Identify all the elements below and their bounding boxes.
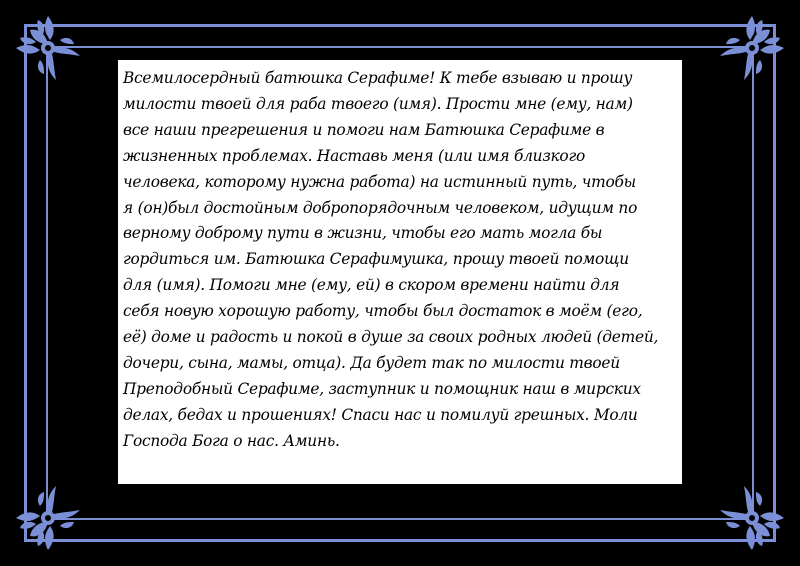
prayer-line: её) доме и радость и покой в душе за своих родных людей (детей, <box>123 328 659 347</box>
acanthus-corner-icon <box>10 480 86 556</box>
prayer-text <box>123 66 678 455</box>
prayer-line: все наши прегрешения и помоги нам Батюшка Серафиме в <box>123 120 605 139</box>
prayer-line: себя новую хорошую работу, чтобы был достаток в моём (его, <box>123 302 643 321</box>
prayer-line: милости твоей для раба твоего (имя). Прости мне (ему, нам) <box>123 94 633 113</box>
prayer-line: Преподобный Серафиме, заступник и помощник наш в мирских <box>123 379 641 398</box>
acanthus-corner-icon <box>714 480 790 556</box>
prayer-line: гордиться им. Батюшка Серафимушка, прошу твоей помощи <box>123 250 629 269</box>
prayer-line: я (он)был достойным добропорядочным человеком, идущим по <box>123 198 638 217</box>
prayer-line: дочери, сына, мамы, отца). Да будет так по милости твоей <box>123 353 620 372</box>
prayer-line: делах, бедах и прошениях! Спаси нас и помилуй грешных. Моли <box>123 405 638 424</box>
prayer-panel <box>118 60 682 484</box>
acanthus-corner-icon <box>714 10 790 86</box>
prayer-line: человека, которому нужна работа) на истинный путь, чтобы <box>123 172 636 191</box>
prayer-line: жизненных проблемах. Наставь меня (или имя близкого <box>123 146 585 165</box>
prayer-line: Господа Бога о нас. Аминь. <box>123 431 340 450</box>
prayer-line: Всемилосердный батюшка Серафиме! К тебе взываю и прошу <box>123 69 633 87</box>
prayer-line: для (имя). Помоги мне (ему, ей) в скором времени найти для <box>123 276 620 295</box>
acanthus-corner-icon <box>10 10 86 86</box>
prayer-line: верному доброму пути в жизни, чтобы его мать могла бы <box>123 224 603 243</box>
